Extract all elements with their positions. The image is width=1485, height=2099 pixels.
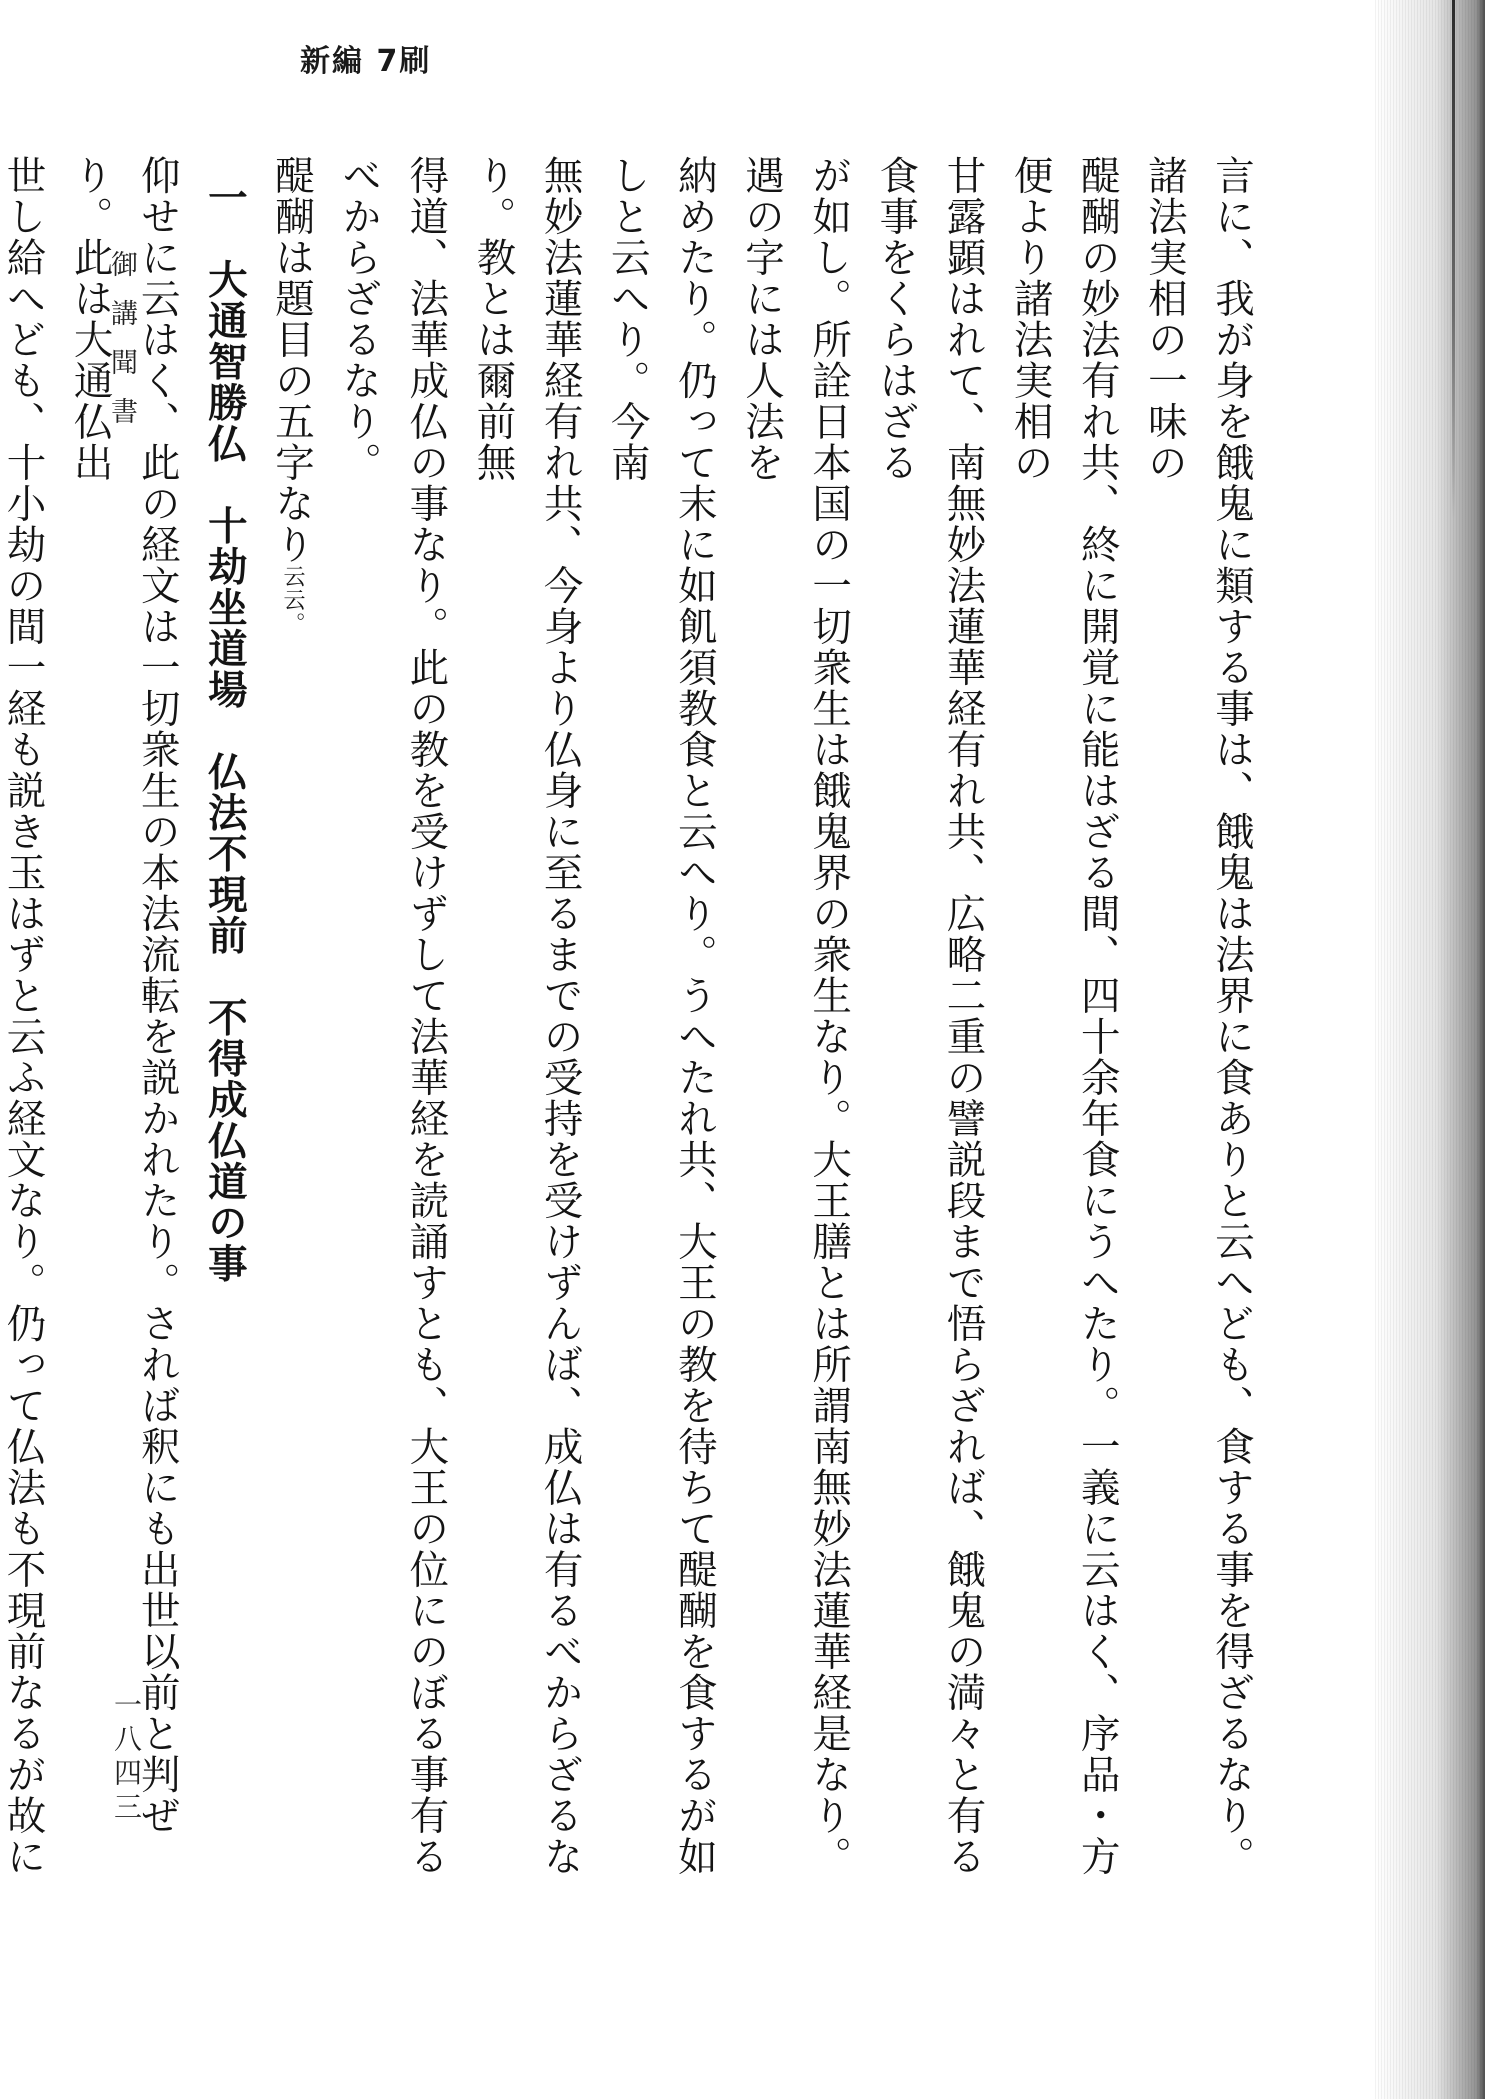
text-line-4: が如し。所詮日本国の一切衆生は餓鬼界の衆生なり。大王膳とは所謂南無妙法蓮華経是なり。遇の字には人法を <box>739 155 853 1877</box>
text-line-3: 甘露顕はれて、南無妙法蓮華経有れ共、広略二重の譬説段まで悟らざれば、餓鬼の満々と有る食事をくらはざる <box>873 155 987 1877</box>
text-line-6: 無妙法蓮華経有れ共、今身より仏身に至るまでの受持を受けずんば、成仏は有るべからざるなり。教とは爾前無 <box>470 155 584 1877</box>
text-line-8-main: 醍醐は題目の五字なり <box>269 155 316 565</box>
header-note: 新編 7刷 <box>300 44 432 79</box>
text-line-1: 言に、我が身を餓鬼に類する事は、餓鬼は法界に食ありと云へども、食する事を得ざるなり。諸法実相の一味の <box>1141 155 1255 1877</box>
page-number: 一八四三 <box>110 1690 143 1826</box>
text-line-7: 得道、法華成仏の事なり。此の教を受けずして法華経を読誦すとも、大王の位にのぼる事有るべからざるなり。 <box>336 155 450 1877</box>
text-line-2: 醍醐の妙法有れ共、終に開覚に能はざる間、四十余年食にうへたり。一義に云はく、序品・方便より諸法実相の <box>1007 155 1121 1877</box>
section-heading: 一 大通智勝仏 十劫坐道場 仏法不現前 不得成仏道の事 <box>201 177 248 1284</box>
text-line-8 <box>258 155 325 1915</box>
text-line-10: 仰せに云はく、此の経文は一切衆生の本法流転を説かれたり。されば釈にも出世以前と判ぜり。此は大通仏出 <box>67 155 181 1836</box>
running-title: 御講聞書 <box>106 250 137 446</box>
scan-edge-shadow <box>1375 0 1485 2099</box>
text-line-11: 世し給へども、十小劫の間一経も説き玉はずと云ふ経文なり。仍って仏法も不現前なるが故に <box>0 155 47 1877</box>
text-line-5: 納めたり。仍って末に如飢須教食と云へり。うへたれ共、大王の教を待ちて醍醐を食するが如しと云へり。今南 <box>604 155 718 1877</box>
small-note: 云云。 <box>280 565 306 636</box>
scan-edge-line <box>1452 0 1455 520</box>
